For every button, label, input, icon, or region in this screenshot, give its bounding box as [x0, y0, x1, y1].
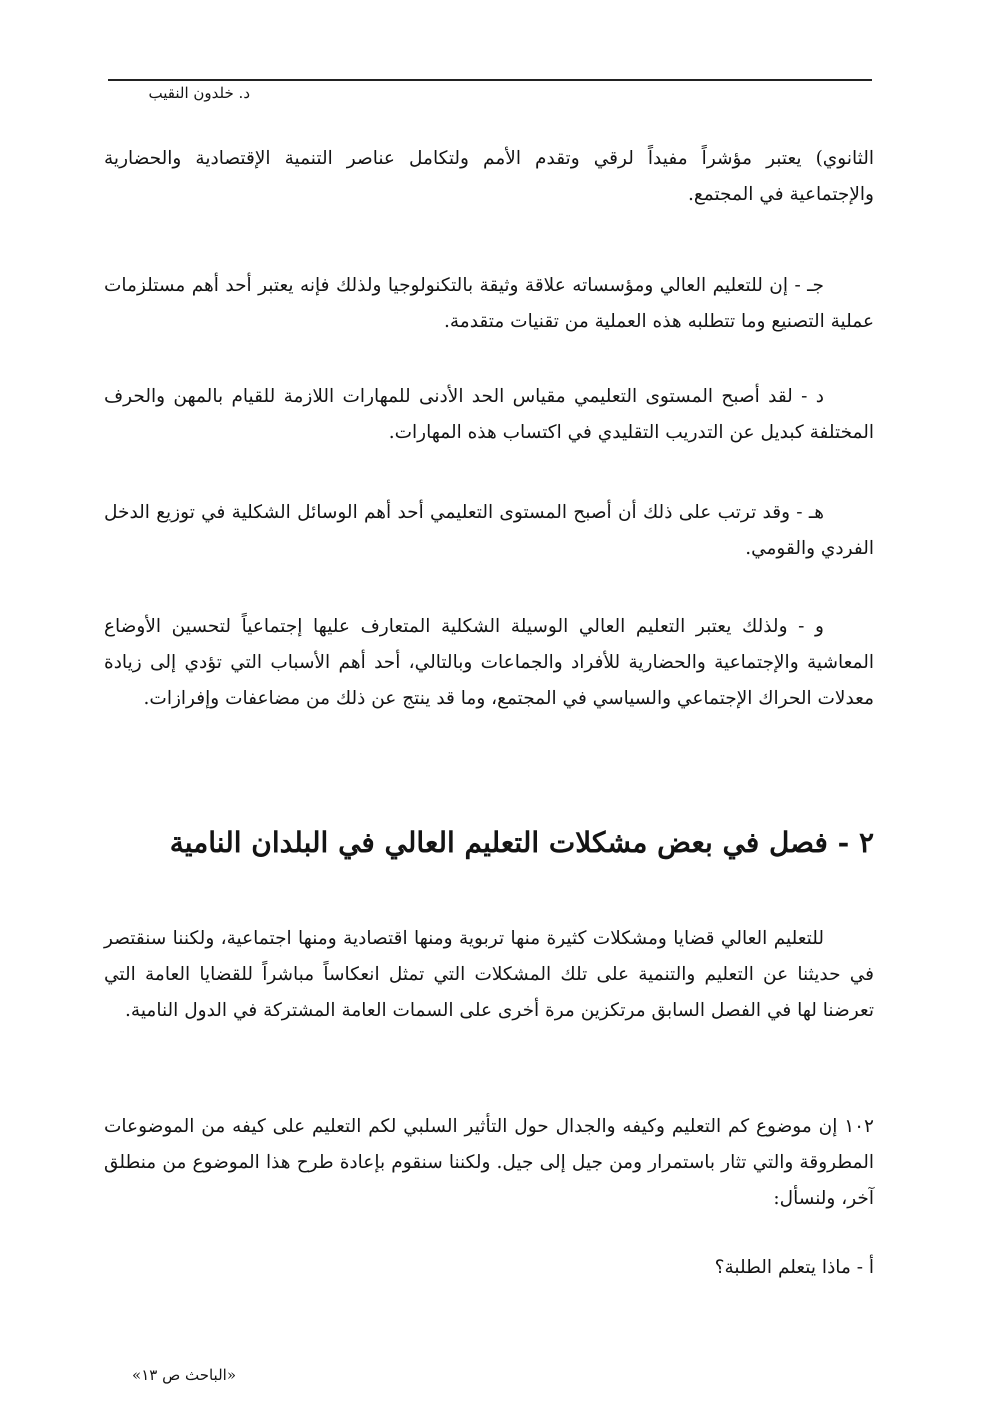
section-heading: ٢ - فصل في بعض مشكلات التعليم العالي في البلدان النامية	[169, 826, 874, 859]
paragraph-item-dal: د - لقد أصبح المستوى التعليمي مقياس الحد الأدنى للمهارات اللازمة للقيام بالمهن والحرف المختلفة كبديل عن التدريب التقليدي في اكتساب هذه المهارات.	[104, 386, 874, 443]
paragraph-item-waw: و - ولذلك يعتبر التعليم العالي الوسيلة الشكلية المتعارف عليها إجتماعياً لتحسين الأوضاع المعاشية والإجتماعية والحضارية للأفراد والجماعات وبالتالي، أحد أهم الأسباب التي تؤدي إلى زيادة معدلات الحراك الإجتماعي والسياسي في المجتمع، وما قد ينتج عن ذلك من مضاعفات وإفرازات.	[104, 616, 874, 709]
paragraph-item-ha: هـ - وقد ترتب على ذلك أن أصبح المستوى التعليمي أحد أهم الوسائل الشكلية في توزيع الدخل الفردي والقومي.	[104, 502, 874, 559]
running-header-author: د. خلدون النقيب	[148, 84, 250, 102]
paragraph-item-jim: جـ - إن للتعليم العالي ومؤسساته علاقة وثيقة بالتكنولوجيا ولذلك فإنه يعتبر أحد أهم مستلزمات عملية التصنيع وما تتطلبه هذه العملية من تقنيات متقدمة.	[104, 275, 874, 332]
paragraph-item-alif: أ - ماذا يتعلم الطلبة؟	[714, 1257, 874, 1278]
header-divider	[108, 79, 872, 81]
paragraph-section-body: للتعليم العالي قضايا ومشكلات كثيرة منها تربوية ومنها اقتصادية ومنها اجتماعية، ولكننا سنقتصر في حديثنا عن التعليم والتنمية على تلك المشكلات التي تمثل انعكاساً مباشراً للقضايا العامة التي تعرضنا لها في الفصل السابق مرتكزين مرة أخرى على السمات العامة المشتركة في الدول النامية.	[104, 928, 874, 1021]
paragraph-intro-continuation: الثانوي) يعتبر مؤشراً مفيداً لرقي وتقدم الأمم ولتكامل عناصر التنمية الإقتصادية والحضارية والإجتماعية في المجتمع.	[104, 148, 874, 205]
paragraph-numbered-item: ١٠٢ إن موضوع كم التعليم وكيفه والجدال حول التأثير السلبي لكم التعليم على كيفه من الموضوعات المطروقة والتي تثار باستمرار ومن جيل إلى جيل. ولكننا سنقوم بإعادة طرح هذا الموضوع من منطلق آخر، ولنسأل:	[104, 1116, 874, 1209]
footnote-source: «الباحث ص ١٣»	[132, 1366, 236, 1384]
